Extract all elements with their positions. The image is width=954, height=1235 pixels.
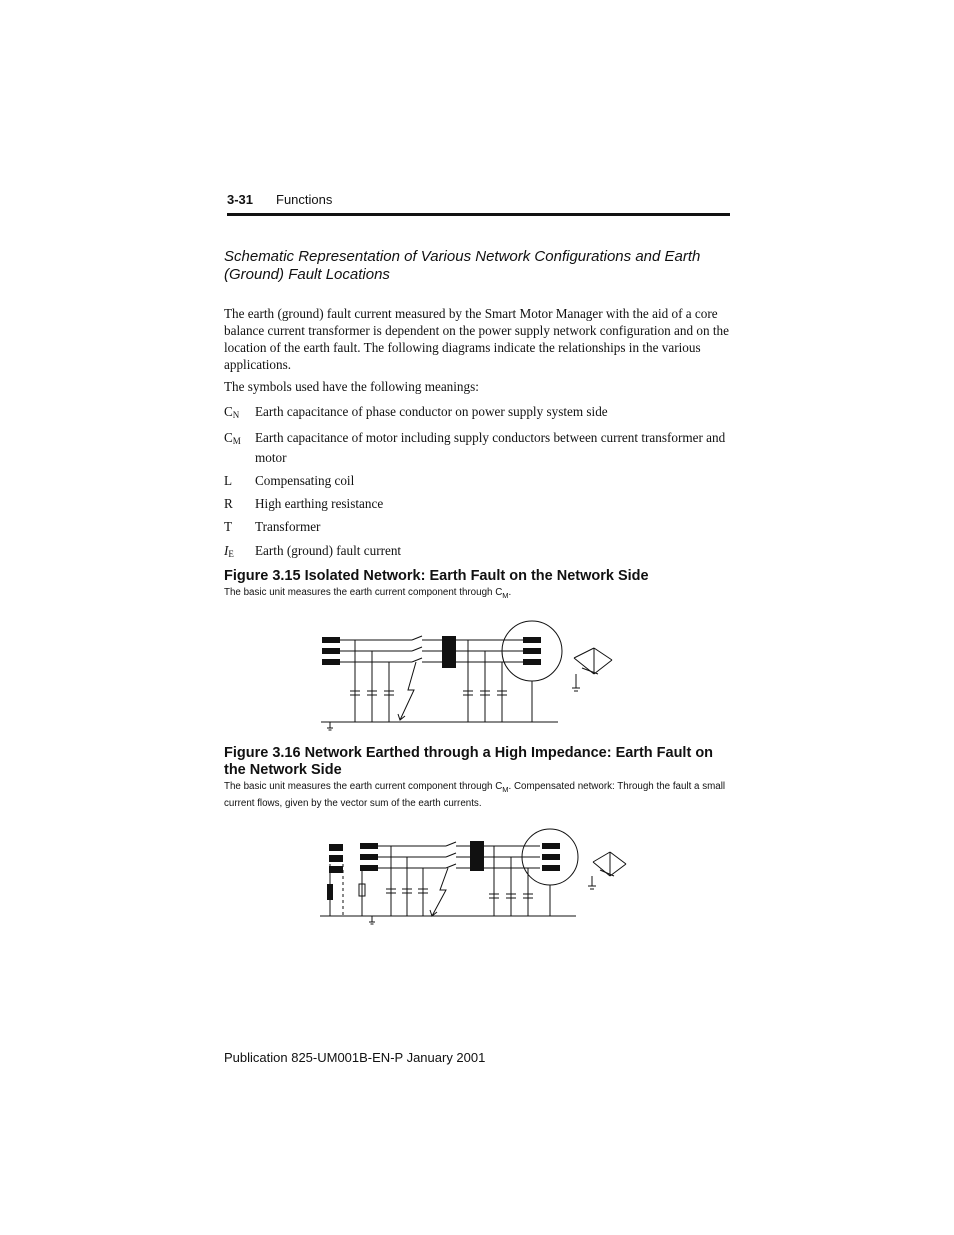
symbol-meaning: Earth (ground) fault current bbox=[255, 543, 402, 558]
symbol-meaning: High earthing resistance bbox=[255, 496, 384, 511]
fault-arrow bbox=[432, 868, 448, 916]
symbol-meaning: Compensating coil bbox=[255, 473, 355, 488]
symbol-t: T bbox=[224, 519, 233, 534]
symbol-l: L bbox=[224, 473, 233, 488]
intro-paragraph: The earth (ground) fault current measured by the Smart Motor Manager with the aid of a core balance current transformer is dependent on the power supply network configuration and on the location of the earth fault. The following diagrams indicate the relationships in the various applications. bbox=[224, 306, 729, 372]
symbol-meaning: Earth capacitance of motor including supply conductors between current transformer and motor bbox=[255, 430, 726, 465]
section-title: Schematic Representation of Various Network Configurations and Earth (Ground) Fault Locations bbox=[224, 248, 701, 283]
fault-arrow bbox=[400, 662, 416, 720]
symbol-meaning: Earth capacitance of phase conductor on power supply system side bbox=[255, 404, 608, 419]
figure-3-16-diagram bbox=[318, 826, 638, 931]
figure-3-15-caption: The basic unit measures the earth current component through $C_M$. bbox=[224, 587, 512, 600]
page-header bbox=[227, 191, 730, 217]
header-rule bbox=[227, 213, 730, 216]
compensating-coil bbox=[327, 884, 333, 900]
symbol-ie: $I_E$ bbox=[224, 543, 234, 559]
publication-footer: Publication 825-UM001B-EN-P January 2001 bbox=[224, 1050, 486, 1065]
symbols-intro: The symbols used have the following meanings: bbox=[224, 379, 479, 394]
figure-3-15-title: Figure 3.15 Isolated Network: Earth Fault on the Network Side bbox=[224, 568, 649, 584]
figure-3-15-diagram bbox=[318, 620, 618, 735]
symbol-meaning: Transformer bbox=[255, 519, 321, 534]
symbol-cm: $C_M$ bbox=[224, 430, 241, 446]
symbol-r: R bbox=[224, 496, 233, 511]
figure-3-16-title: Figure 3.16 Network Earthed through a High Impedance: Earth Fault on the Network Side bbox=[224, 745, 714, 778]
symbol-cn: $C_N$ bbox=[224, 404, 240, 420]
figure-3-16-caption: The basic unit measures the earth current component through $C_M$. Compensated network: Through the fault a small current flows, given by the vector sum of the earth currents. bbox=[224, 781, 726, 809]
section-name: Functions bbox=[276, 192, 333, 207]
page-number: 3-31 bbox=[227, 192, 254, 207]
